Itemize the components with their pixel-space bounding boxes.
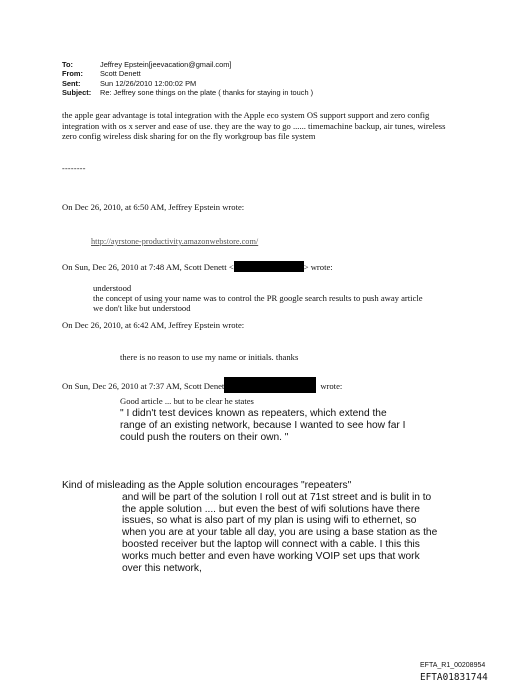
quoted-header-3: On Dec 26, 2010, at 6:42 AM, Jeffrey Epstein wrote: [62,320,245,330]
quoted-header-2 [62,261,333,272]
redaction-block-2 [224,377,316,393]
quoted-header-1: On Dec 26, 2010, at 6:50 AM, Jeffrey Epstein wrote: [62,202,245,212]
quote1-line1: understood [93,283,132,293]
quote1-line2: the concept of using your name was to control the PR google search results to push away article we don't like but understood [93,293,423,314]
divider: -------- [62,164,86,173]
quoted-message-1 [93,283,423,314]
to-value: Jeffrey Epstein[jeevacation@gmail.com] [100,60,232,69]
quoted-header-4 [62,377,342,393]
sent-label: Sent: [62,78,81,88]
subject-label: Subject: [62,88,92,98]
email-header [62,60,313,98]
header-subject [62,88,313,97]
from-label: From: [62,69,83,79]
misleading-first-line: Kind of misleading as the Apple solution encourages "repeaters" [62,480,352,491]
quoted-header-4-suffix: wrote: [320,381,343,391]
to-label: To: [62,60,73,69]
body-paragraph: the apple gear advantage is total integration with the Apple eco system OS support support and zero config integration with os x server and ease of use. they are the way to go ...... timemachine backup, air tunes, wireless zero config wireless disk sharing for on the fly workgroup bas file system [62,110,446,142]
header-sent [62,79,313,88]
header-from [62,69,313,78]
misleading-rest: and will be part of the solution I roll out at 71st street and is bulit in to the apple solution .... but even the best of wifi solutions have there issues, so what is also part of my plan is using wifi to ethernet, so when you are at your table all day, you are using a base station as the boosted receiver but the laptop will connect with a cable. I this this works much better and even have working VOIP set ups that work over this network, [122,491,438,574]
from-value: Scott Denett [100,69,141,79]
quoted-article-text: " I didn't test devices known as repeaters, which extend the range of an existing network, because I wanted to see how far I could push the routers on their own. " [120,408,406,443]
reply-text: there is no reason to use my name or initials. thanks [120,352,299,362]
quoted-header-2-suffix: > wrote: [303,262,333,272]
subject-value: Re: Jeffrey sone things on the plate ( thanks for staying in touch ) [100,88,314,98]
ayrstone-link[interactable]: http://ayrstone-productivity.amazonwebstore.com/ [91,237,259,246]
good-article-line: Good article ... but to be clear he states [120,396,254,406]
sent-value: Sun 12/26/2010 12:00:02 PM [100,78,197,88]
quoted-header-4-prefix: On Sun, Dec 26, 2010 at 7:37 AM, Scott Denet [62,381,225,391]
bates-number-1: EFTA_R1_00208954 [420,662,486,669]
misleading-paragraph [62,480,442,574]
redaction-block [234,261,304,272]
bates-number-2: EFTA01831744 [420,672,488,683]
quoted-header-2-prefix: On Sun, Dec 26, 2010 at 7:48 AM, Scott Denett < [62,262,234,272]
header-to [62,60,313,69]
